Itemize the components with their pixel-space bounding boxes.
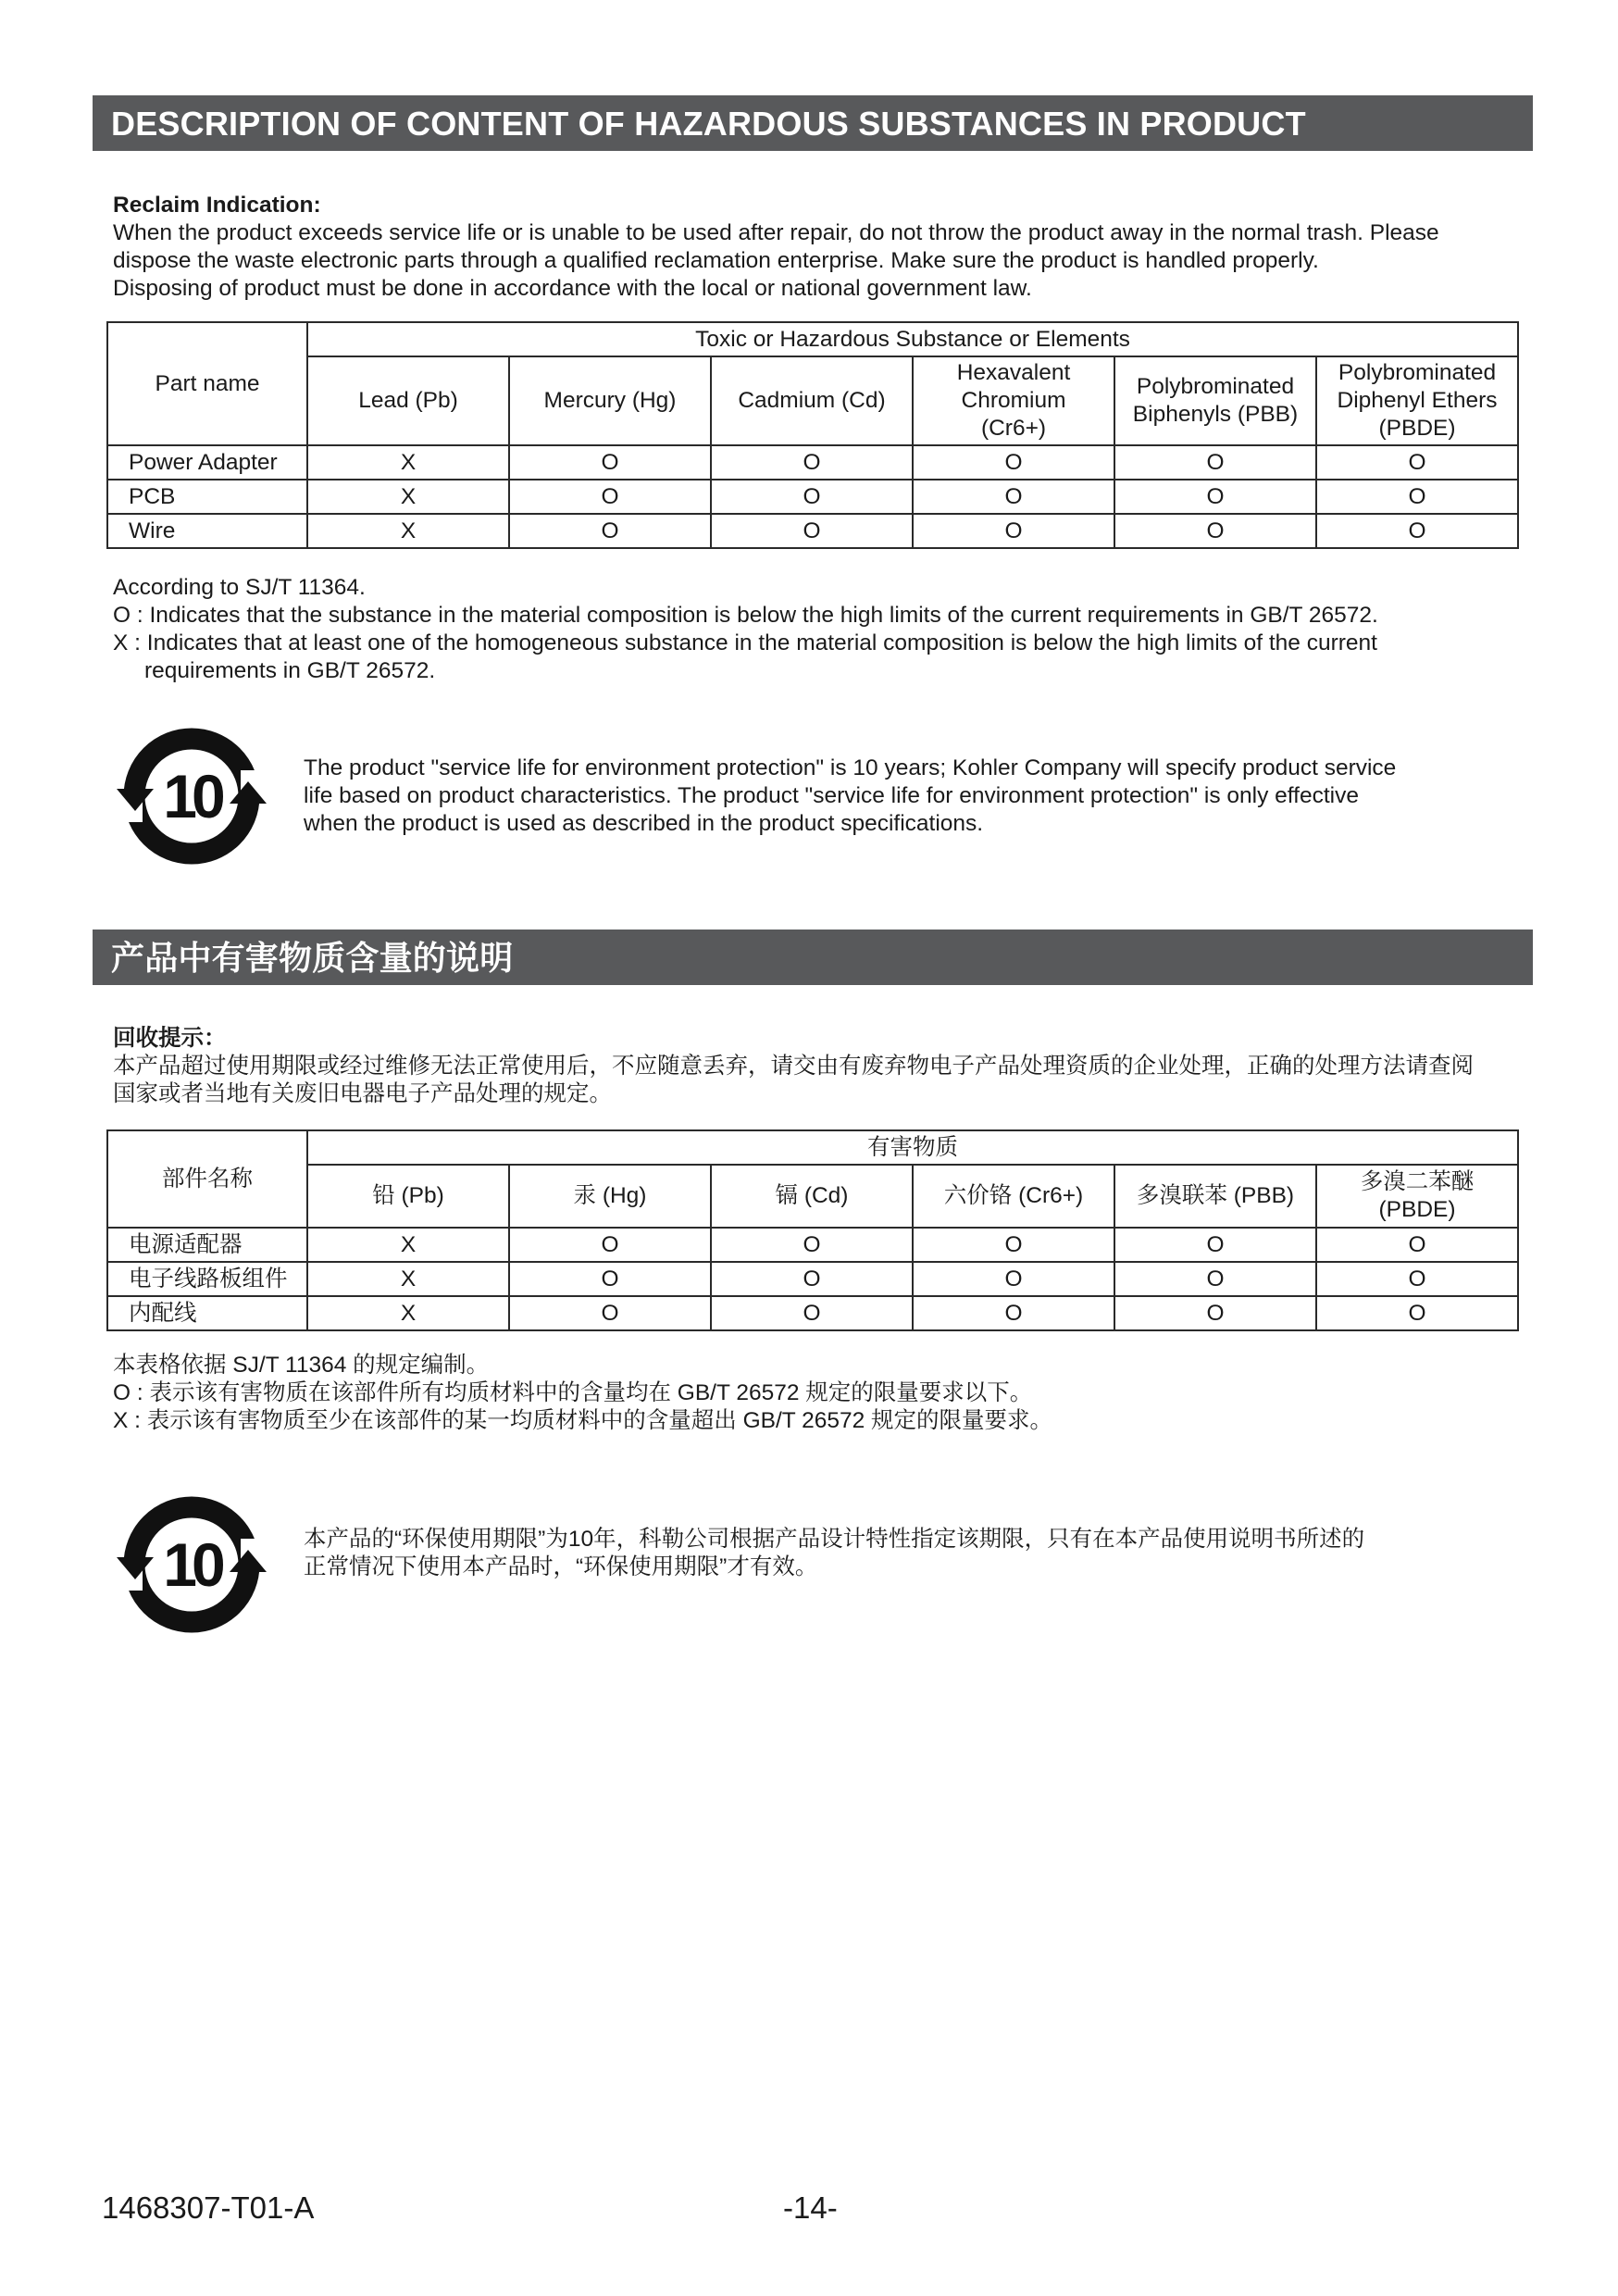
value-cell: X (307, 445, 509, 480)
legend-cn (113, 1352, 1520, 1435)
table-row (107, 1262, 1518, 1296)
column-header-mercury: Mercury (Hg) (509, 356, 711, 445)
environment-protection-period-icon (115, 1494, 268, 1635)
legend-x: X : Indicates that at least one of the homogeneous substance in the material composition is below the high limits of the current (113, 630, 1377, 655)
reclaim-line: 国家或者当地有关废旧电器电子产品处理的规定。 (113, 1081, 612, 1106)
value-cell: O (1316, 1262, 1518, 1296)
value-cell: O (913, 1262, 1114, 1296)
value-cell: O (711, 1228, 913, 1262)
value-cell: X (307, 514, 509, 548)
part-name-cell: 内配线 (107, 1296, 307, 1330)
service-life-text-en (304, 755, 1470, 838)
value-cell: O (913, 480, 1114, 514)
value-cell: X (307, 480, 509, 514)
value-cell: O (1114, 445, 1316, 480)
hazard-table-en (106, 321, 1519, 549)
column-header-lead: Lead (Pb) (307, 356, 509, 445)
part-name-cell: 电子线路板组件 (107, 1262, 307, 1296)
value-cell: O (509, 1228, 711, 1262)
legend-standard: 本表格依据 SJ/T 11364 的规定编制。 (113, 1353, 490, 1378)
service-life-line: 正常情况下使用本产品时，“环保使用期限”才有效。 (304, 1554, 818, 1579)
service-life-line: life based on product characteristics. The product "service life for environment protection" is only effective (304, 783, 1359, 808)
logo-number: 10 (163, 762, 220, 830)
value-cell: O (1316, 1228, 1518, 1262)
part-name-cell: 电源适配器 (107, 1228, 307, 1262)
value-cell: O (913, 514, 1114, 548)
value-cell: O (1114, 1228, 1316, 1262)
reclaim-indication-cn (113, 1025, 1520, 1108)
reclaim-heading: Reclaim Indication: (113, 193, 321, 218)
column-header-chromium: 六价铬 (Cr6+) (913, 1165, 1114, 1228)
value-cell: O (1114, 1296, 1316, 1330)
value-cell: O (509, 445, 711, 480)
column-header-pbde: 多溴二苯醚 (PBDE) (1316, 1165, 1518, 1228)
table-row (107, 514, 1518, 548)
substance-group-header: 有害物质 (307, 1130, 1518, 1165)
substance-group-header: Toxic or Hazardous Substance or Elements (307, 322, 1518, 356)
column-header-pbde: Polybrominated Diphenyl Ethers (PBDE) (1316, 356, 1518, 445)
legend-o: O : 表示该有害物质在该部件所有均质材料中的含量均在 GB/T 26572 规定的限量要求以下。 (113, 1380, 1033, 1405)
service-life-line: when the product is used as described in the product specifications. (304, 811, 984, 836)
value-cell: O (1316, 1296, 1518, 1330)
value-cell: O (913, 1228, 1114, 1262)
reclaim-line: When the product exceeds service life or is unable to be used after repair, do not throw the product away in the normal trash. Please (113, 220, 1439, 245)
value-cell: O (711, 514, 913, 548)
environment-protection-period-icon (115, 726, 268, 867)
section-title-cn: 产品中有害物质含量的说明 (93, 930, 1533, 985)
legend-en (113, 574, 1520, 685)
legend-standard: According to SJ/T 11364. (113, 575, 366, 600)
value-cell: O (711, 445, 913, 480)
value-cell: O (711, 480, 913, 514)
value-cell: O (1114, 480, 1316, 514)
document-number: 1468307-T01-A (102, 2190, 315, 2225)
column-header-cadmium: Cadmium (Cd) (711, 356, 913, 445)
value-cell: O (509, 1296, 711, 1330)
part-name-cell: PCB (107, 480, 307, 514)
legend-x: X : 表示该有害物质至少在该部件的某一均质材料中的含量超出 GB/T 26572 规定的限量要求。 (113, 1408, 1053, 1433)
table-row (107, 1296, 1518, 1330)
value-cell: O (1316, 445, 1518, 480)
value-cell: O (711, 1262, 913, 1296)
value-cell: O (509, 1262, 711, 1296)
part-name-header: 部件名称 (107, 1130, 307, 1228)
value-cell: O (509, 514, 711, 548)
column-header-pbb: Polybrominated Biphenyls (PBB) (1114, 356, 1316, 445)
value-cell: O (913, 445, 1114, 480)
value-cell: O (1316, 514, 1518, 548)
column-header-mercury: 汞 (Hg) (509, 1165, 711, 1228)
column-header-lead: 铅 (Pb) (307, 1165, 509, 1228)
value-cell: O (711, 1296, 913, 1330)
logo-number: 10 (163, 1530, 220, 1599)
page-number: -14- (783, 2190, 838, 2225)
section-title-en: DESCRIPTION OF CONTENT OF HAZARDOUS SUBSTANCES IN PRODUCT (93, 95, 1533, 151)
reclaim-indication-en (113, 192, 1520, 303)
column-header-chromium: Hexavalent Chromium (Cr6+) (913, 356, 1114, 445)
legend-x-continued: requirements in GB/T 26572. (144, 658, 436, 683)
table-row (107, 1228, 1518, 1262)
part-name-header: Part name (107, 322, 307, 445)
table-row (107, 445, 1518, 480)
value-cell: X (307, 1262, 509, 1296)
service-life-text-cn (304, 1526, 1470, 1581)
value-cell: O (1316, 480, 1518, 514)
column-header-cadmium: 镉 (Cd) (711, 1165, 913, 1228)
service-life-line: 本产品的“环保使用期限”为10年，科勒公司根据产品设计特性指定该期限，只有在本产品使用说明书所述的 (304, 1527, 1365, 1552)
table-row (107, 480, 1518, 514)
value-cell: O (509, 480, 711, 514)
value-cell: X (307, 1296, 509, 1330)
part-name-cell: Wire (107, 514, 307, 548)
part-name-cell: Power Adapter (107, 445, 307, 480)
legend-o: O : Indicates that the substance in the material composition is below the high limits of the current requirements in GB/T 26572. (113, 603, 1378, 628)
reclaim-heading: 回收提示： (113, 1026, 227, 1051)
reclaim-line: Disposing of product must be done in accordance with the local or national government law. (113, 276, 1032, 301)
value-cell: O (913, 1296, 1114, 1330)
value-cell: X (307, 1228, 509, 1262)
hazard-table-cn (106, 1129, 1519, 1331)
value-cell: O (1114, 1262, 1316, 1296)
reclaim-line: dispose the waste electronic parts through a qualified reclamation enterprise. Make sure the product is handled properly. (113, 248, 1319, 273)
reclaim-line: 本产品超过使用期限或经过维修无法正常使用后，不应随意丢弃，请交由有废弃物电子产品处理资质的企业处理，正确的处理方法请查阅 (113, 1054, 1474, 1079)
value-cell: O (1114, 514, 1316, 548)
service-life-line: The product "service life for environment protection" is 10 years; Kohler Company will specify product service (304, 755, 1397, 780)
column-header-pbb: 多溴联苯 (PBB) (1114, 1165, 1316, 1228)
